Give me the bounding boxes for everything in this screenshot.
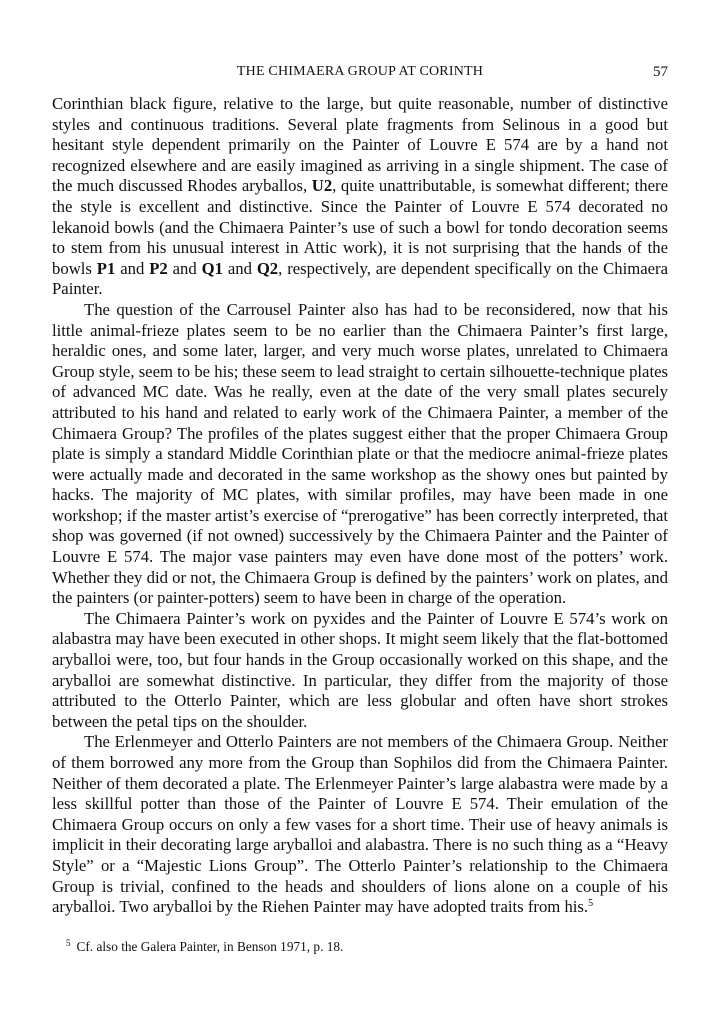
paragraph-1-text-c: and xyxy=(115,258,150,278)
paragraph-4 xyxy=(52,732,668,917)
vase-ref-q1: Q1 xyxy=(201,258,223,278)
paragraph-1-text-e: and xyxy=(222,258,257,278)
vase-ref-u2: U2 xyxy=(311,176,333,196)
running-head xyxy=(52,64,668,86)
page-number: 57 xyxy=(653,64,668,80)
vase-ref-p1: P1 xyxy=(96,258,116,278)
vase-ref-q2: Q2 xyxy=(256,258,279,278)
footnote-marker: 5 xyxy=(66,938,71,948)
paragraph-1 xyxy=(52,94,668,300)
paragraph-1-text-f: , respectively, are dependent specifically on the Chimaera Painter. xyxy=(52,258,668,299)
footnote xyxy=(66,938,668,955)
paragraph-1-text-d: and xyxy=(167,258,202,278)
body-text xyxy=(52,94,668,918)
paragraph-2: The question of the Carrousel Painter also has had to be reconsidered, now that his little animal-frieze plates seem to be no earlier than the Chimaera Painter’s first large, heraldic ones, and some later, larger, and very much worse plates, unrelated to Chimaera Group style, seem to be his; these seem to lead straight to certain silhouette-technique plates of advanced MC date. Was he really, even at the date of the very small plates securely attributed to his hand and related to early work of the Chimaera Painter, a member of the Chimaera Group? The profiles of the plates suggest either that the proper Chimaera Group plate is simply a standard Middle Corinthian plate or that the mediocre animal-frieze plates were actually made and decorated in the same workshop as the showy ones but painted by hacks. The majority of MC plates, with similar profiles, may have been made in one workshop; if the master artist’s exercise of “prerogative” has been correctly interpreted, that shop was governed (if not owned) successively by the Chimaera Painter and the Painter of Louvre E 574. The major vase painters may even have done most of the potters’ work. Whether they did or not, the Chimaera Group is defined by the painters’ work on plates, and the painters (or painter-potters) seem to have been in charge of the operation. xyxy=(52,299,668,608)
paragraph-3: The Chimaera Painter’s work on pyxides and the Painter of Louvre E 574’s work on alabastra may have been executed in other shops. It might seem likely that the flat-bottomed aryballoi were, too, but four hands in the Group occasionally worked on this shape, and the aryballoi are somewhat distinctive. In particular, they differ from the majority of those attributed to the Otterlo Painter, which are less globular and often have short strokes between the petal tips on the shoulder. xyxy=(52,608,668,731)
paragraph-4-text: The Erlenmeyer and Otterlo Painters are not members of the Chimaera Group. Neither of them borrowed any more from the Group than Sophilos did from the Chimaera Painter. Neither of them decorated a plate. The Erlenmeyer Painter’s large alabastra were made by a less skillful potter than those of the Painter of Louvre E 574. Their emulation of the Chimaera Group occurs on only a few vases for a short time. Their use of heavy animals is implicit in their decorating large aryballoi and alabastra. There is no such thing as a “Heavy Style” or a “Majestic Lions Group”. The Otterlo Painter’s relationship to the Chimaera Group is trivial, confined to the heads and shoulders of lions alone on a couple of his aryballoi. Two aryballoi by the Riehen Painter may have adopted traits from his. xyxy=(52,732,668,917)
footnote-text: Cf. also the Galera Painter, in Benson 1971, p. 18. xyxy=(76,939,344,954)
paragraph-1-text-b: , quite unattributable, is somewhat different; there the style is excellent and distinctive. Since the Painter of Louvre E 574 decorated no lekanoid bowls (and the Chimaera Painter’s use of such a bowl for tondo decoration seems to stem from his unusual interest in Attic work), it is not surprising that the hands of the bowls xyxy=(52,176,669,278)
paragraph-1-text-a: Corinthian black figure, relative to the large, but quite reasonable, number of distinctive styles and continuous traditions. Several plate fragments from Selinous in a good but hesitant style dependent primarily on the Painter of Louvre E 574 are by a hand not recognized elsewhere and are easily imagined as arriving in a single shipment. The case of the much discussed Rhodes aryballos, xyxy=(52,94,668,196)
footnote-reference[interactable]: 5 xyxy=(588,898,594,910)
running-title: THE CHIMAERA GROUP AT CORINTH xyxy=(236,64,484,79)
vase-ref-p2: P2 xyxy=(149,258,168,278)
